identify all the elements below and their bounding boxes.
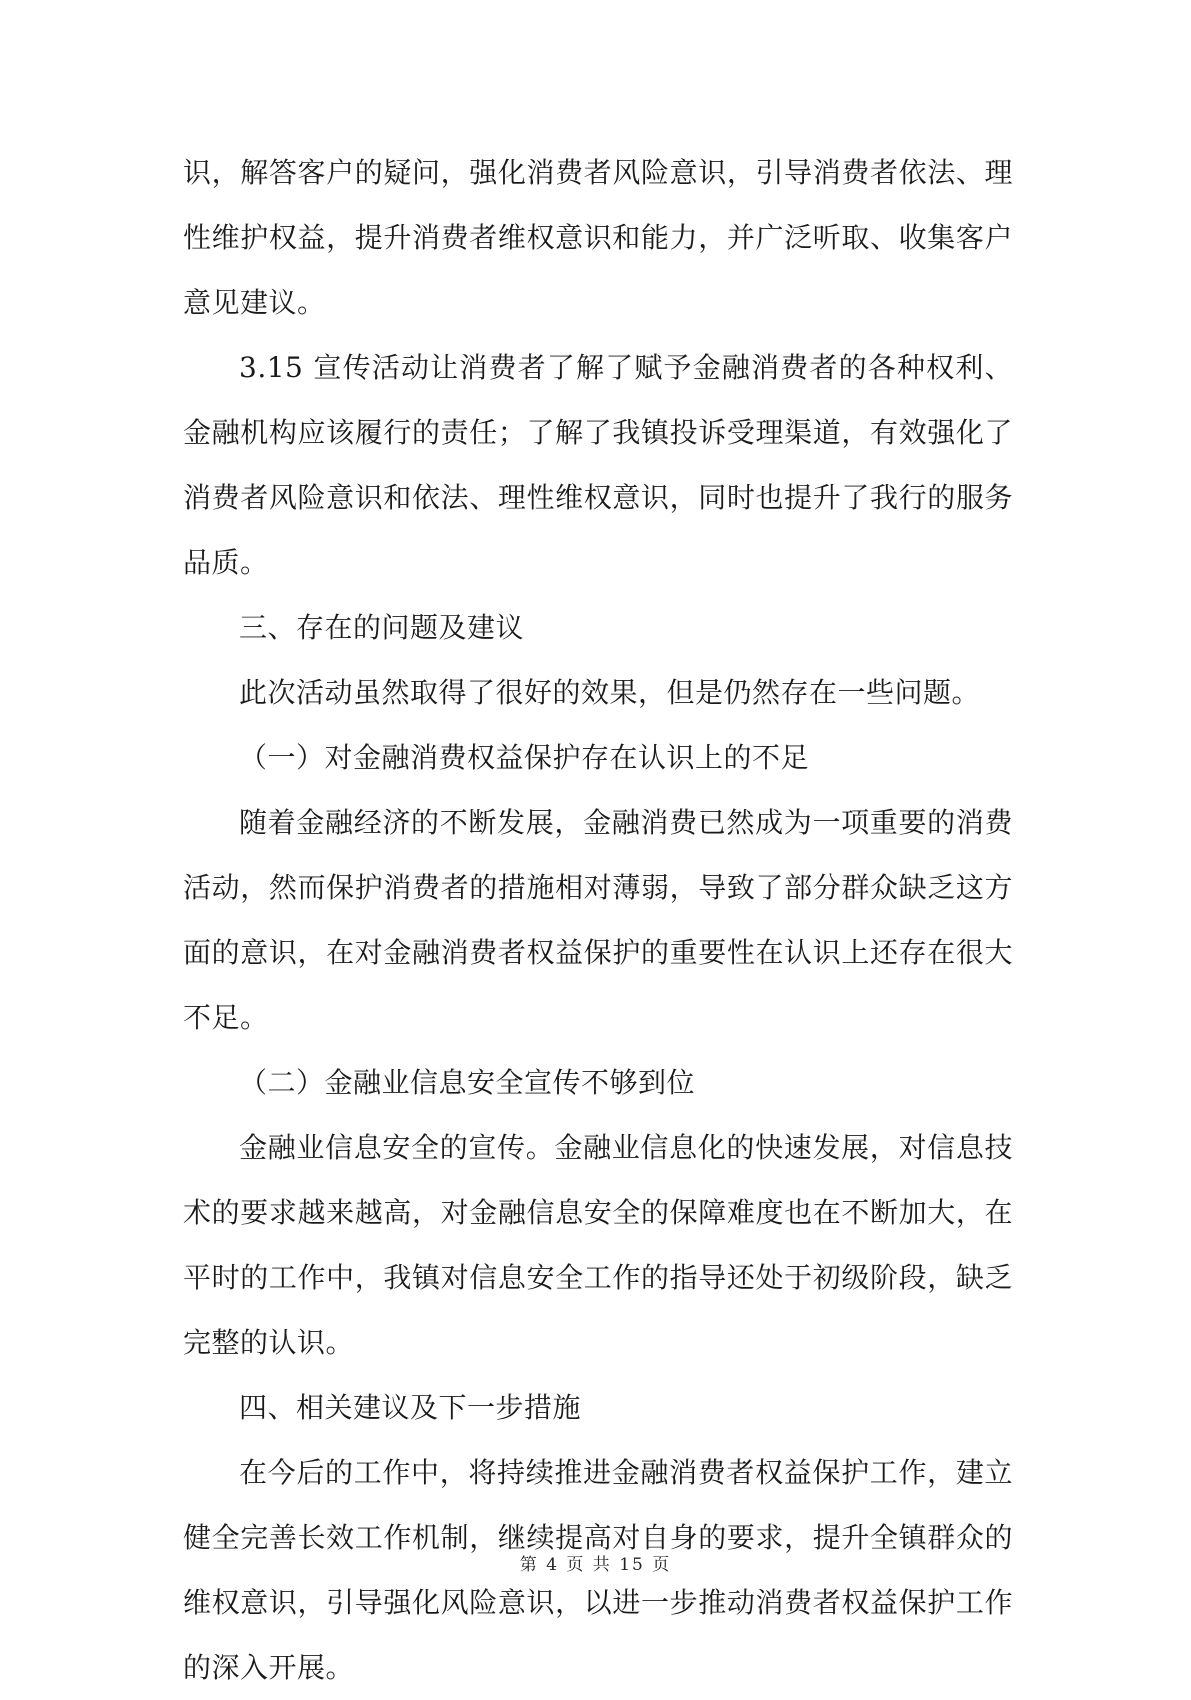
paragraph: 金融业信息安全的宣传。金融业信息化的快速发展，对信息技术的要求越来越高，对金融信息安全的保障难度也在不断加大，在平时的工作中，我镇对信息安全工作的指导还处于初级阶段，缺乏完整的认识。	[183, 1131, 1013, 1359]
paragraph: 此次活动虽然取得了很好的效果，但是仍然存在一些问题。	[239, 676, 981, 709]
section-heading: 四、相关建议及下一步措施	[239, 1391, 582, 1424]
subsection-heading: （一）对金融消费权益保护存在认识上的不足	[239, 741, 810, 774]
paragraph: 在今后的工作中，将持续推进金融消费者权益保护工作，建立健全完善长效工作机制，继续提高对自身的要求，提升全镇群众的维权意识，引导强化风险意识，以进一步推动消费者权益保护工作的深入开展。	[183, 1456, 1013, 1684]
subsection-heading: （二）金融业信息安全宣传不够到位	[239, 1066, 696, 1099]
section-heading: 三、存在的问题及建议	[239, 611, 525, 644]
page-number-footer: 第 4 页 共 15 页	[519, 1555, 672, 1575]
paragraph: 识，解答客户的疑问，强化消费者风险意识，引导消费者依法、理性维护权益，提升消费者维权意识和能力，并广泛听取、收集客户意见建议。	[183, 156, 1013, 319]
document-body	[183, 140, 1013, 1700]
paragraph: 3.15 宣传活动让消费者了解了赋予金融消费者的各种权利、金融机构应该履行的责任；了解了我镇投诉受理渠道，有效强化了消费者风险意识和依法、理性维权意识，同时也提升了我行的服务品质。	[183, 351, 1013, 579]
paragraph: 随着金融经济的不断发展，金融消费已然成为一项重要的消费活动，然而保护消费者的措施相对薄弱，导致了部分群众缺乏这方面的意识，在对金融消费者权益保护的重要性在认识上还存在很大不足。	[183, 806, 1013, 1034]
